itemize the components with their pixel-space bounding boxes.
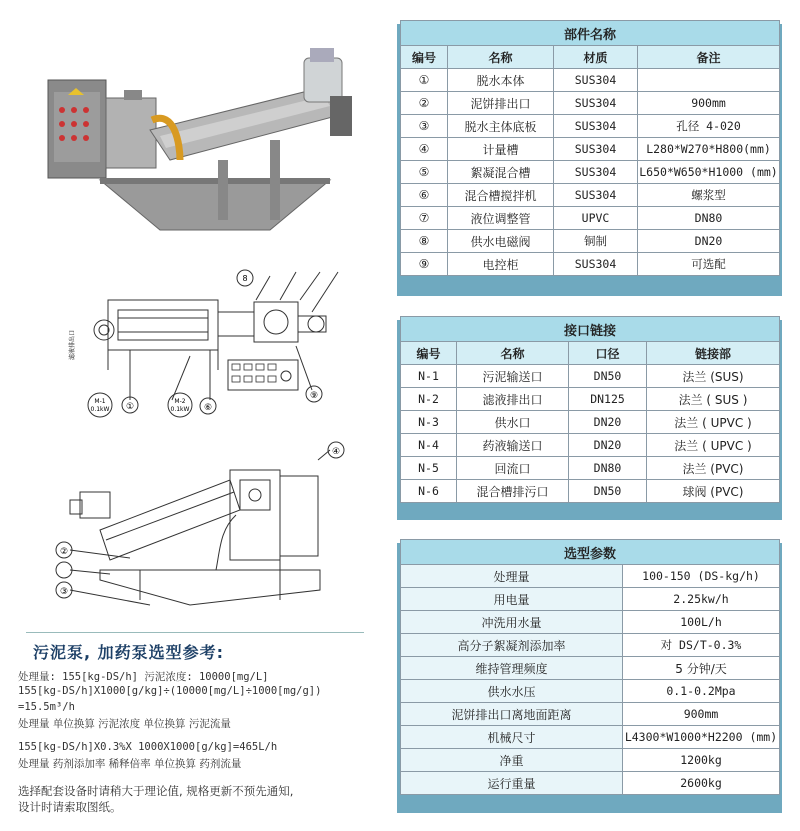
table-row: N-4 药液输送口 DN20 法兰 ( UPVC ) xyxy=(401,434,780,457)
pump-section-title: 污泥泵, 加药泵选型参考: xyxy=(33,643,225,662)
pump-line-6: 处理量 药剂添加率 稀释倍率 单位换算 药剂流量 xyxy=(18,758,242,770)
plan-view-drawing xyxy=(60,260,360,430)
side-label: 滤液排出口 xyxy=(69,329,76,360)
table-row: 冲洗用水量 100L/h xyxy=(401,611,780,634)
table-row: N-2 滤液排出口 DN125 法兰 ( SUS ) xyxy=(401,388,780,411)
callout-6: ⑥ xyxy=(203,403,213,413)
pump-line-4: 处理量 单位换算 污泥浓度 单位换算 污泥流量 xyxy=(18,718,231,730)
table-row: ④ 计量槽 SUS304 L280*W270*H800(mm) xyxy=(401,138,780,161)
parts-header-remark: 备注 xyxy=(638,46,780,69)
table-row: 机械尺寸 L4300*W1000*H2200 (mm) xyxy=(401,726,780,749)
pump-line-3: =15.5m³/h xyxy=(18,701,75,713)
ports-header-connection: 链接部 xyxy=(647,342,780,365)
motor2-power: 0.1kW xyxy=(170,406,190,413)
table-row: N-5 回流口 DN80 法兰 (PVC) xyxy=(401,457,780,480)
table-row: ⑨ 电控柜 SUS304 可选配 xyxy=(401,253,780,276)
table-row: N-1 污泥输送口 DN50 法兰 (SUS) xyxy=(401,365,780,388)
pump-line-2: 155[kg-DS/h]X1000[g/kg]÷(10000[mg/L]÷1000[mg/g]) xyxy=(18,685,322,697)
ports-table-title: 接口链接 xyxy=(401,317,780,342)
table-row: 供水水压 0.1-0.2Mpa xyxy=(401,680,780,703)
pump-line-1: 处理量: 155[kg-DS/h] 污泥浓度: 10000[mg/L] xyxy=(18,671,269,683)
note-line-1: 选择配套设备时请稍大于理论值, 规格更新不预先通知, xyxy=(18,784,294,798)
elevation-drawing xyxy=(40,440,360,625)
table-row: 运行重量 2600kg xyxy=(401,772,780,795)
table-row: 维持管理频度 5 分钟/天 xyxy=(401,657,780,680)
motor2-label: M-2 xyxy=(174,398,186,405)
table-row: ③ 脱水主体底板 SUS304 孔径 4-020 xyxy=(401,115,780,138)
table-row: ② 泥饼排出口 SUS304 900mm xyxy=(401,92,780,115)
table-row: 处理量 100-150 (DS-kg/h) xyxy=(401,565,780,588)
table-row: 净重 1200kg xyxy=(401,749,780,772)
table-row: N-3 供水口 DN20 法兰 ( UPVC ) xyxy=(401,411,780,434)
callout-2: ② xyxy=(59,547,69,557)
motor1-power: 0.1kW xyxy=(90,406,110,413)
params-table-title: 选型参数 xyxy=(401,540,780,565)
table-row: ⑦ 液位调整管 UPVC DN80 xyxy=(401,207,780,230)
pump-line-5: 155[kg-DS/h]X0.3%X 1000X1000[g/kg]=465L/h xyxy=(18,741,278,753)
parts-header-no: 编号 xyxy=(401,46,448,69)
table-row: N-6 混合槽排污口 DN50 球阀 (PVC) xyxy=(401,480,780,503)
table-row: 高分子絮凝剂添加率 对 DS/T-0.3% xyxy=(401,634,780,657)
ports-header-name: 名称 xyxy=(457,342,569,365)
parts-header-name: 名称 xyxy=(448,46,554,69)
ports-header-size: 口径 xyxy=(569,342,647,365)
parts-header-material: 材质 xyxy=(554,46,638,69)
table-row: ⑥ 混合槽搅拌机 SUS304 螺浆型 xyxy=(401,184,780,207)
ports-table xyxy=(400,316,780,503)
callout-8: 8 xyxy=(242,274,248,283)
table-row: 泥饼排出口离地面距离 900mm xyxy=(401,703,780,726)
callout-9: ⑨ xyxy=(309,391,319,401)
callout-3: ③ xyxy=(59,587,69,597)
table-row: ① 脱水本体 SUS304 xyxy=(401,69,780,92)
table-row: 用电量 2.25kw/h xyxy=(401,588,780,611)
callout-1: ① xyxy=(125,402,135,412)
machine-photo xyxy=(40,40,380,240)
note-line-2: 设计时请索取图纸。 xyxy=(18,800,122,814)
table-row: ⑤ 絮凝混合槽 SUS304 L650*W650*H1000 (mm) xyxy=(401,161,780,184)
parts-table-title: 部件名称 xyxy=(401,21,780,46)
callout-4: ④ xyxy=(331,447,341,457)
params-table xyxy=(400,539,780,795)
parts-table xyxy=(400,20,780,276)
table-row: ⑧ 供水电磁阀 铜制 DN20 xyxy=(401,230,780,253)
motor1-label: M-1 xyxy=(94,398,106,405)
ports-header-no: 编号 xyxy=(401,342,457,365)
